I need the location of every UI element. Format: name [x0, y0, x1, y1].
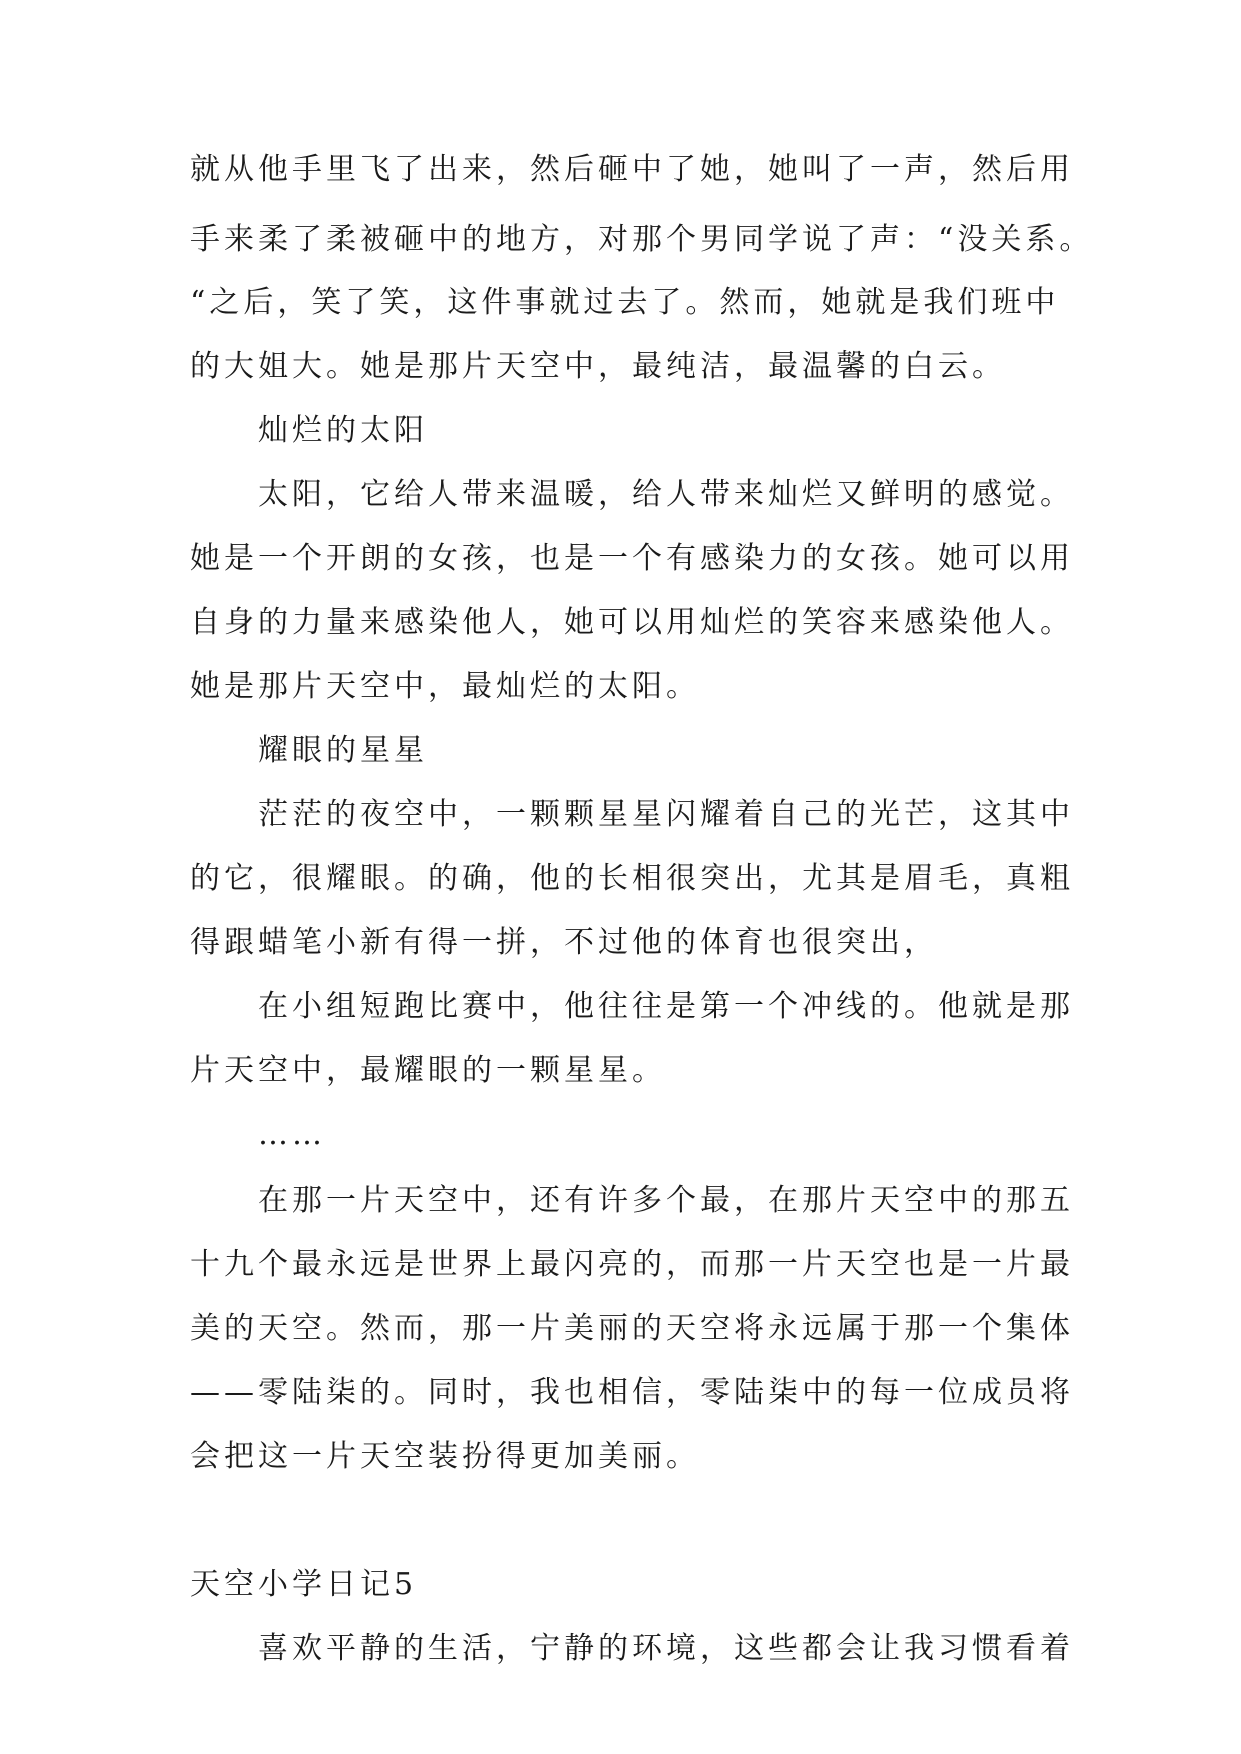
paragraph-line: “之后，笑了笑，这件事就过去了。然而，她就是我们班中	[190, 285, 1060, 320]
paragraph-line: 在小组短跑比赛中，他往往是第一个冲线的。他就是那	[258, 989, 1074, 1024]
paragraph-line: 得跟蜡笔小新有得一拼，不过他的体育也很突出，	[190, 925, 938, 960]
paragraph-line: 会把这一片天空装扮得更加美丽。	[190, 1439, 700, 1474]
paragraph-line: 她是一个开朗的女孩，也是一个有感染力的女孩。她可以用	[190, 541, 1074, 576]
paragraph-line: 在那一片天空中，还有许多个最，在那片天空中的那五	[258, 1183, 1074, 1218]
paragraph-line: 片天空中，最耀眼的一颗星星。	[190, 1053, 666, 1088]
paragraph-line: 的大姐大。她是那片天空中，最纯洁，最温馨的白云。	[190, 349, 1006, 384]
article-title: 天空小学日记5	[190, 1567, 418, 1602]
paragraph-line: 就从他手里飞了出来，然后砸中了她，她叫了一声，然后用	[190, 152, 1074, 187]
ellipsis-line: ……	[258, 1117, 326, 1152]
paragraph-line: 的它，很耀眼。的确，他的长相很突出，尤其是眉毛，真粗	[190, 861, 1074, 896]
paragraph-line: 太阳，它给人带来温暖，给人带来灿烂又鲜明的感觉。	[258, 477, 1074, 512]
paragraph-line: 茫茫的夜空中，一颗颗星星闪耀着自己的光芒，这其中	[258, 797, 1074, 832]
paragraph-line: 喜欢平静的生活，宁静的环境，这些都会让我习惯看着	[258, 1631, 1074, 1666]
paragraph-line: 十九个最永远是世界上最闪亮的，而那一片天空也是一片最	[190, 1247, 1074, 1282]
section-heading: 耀眼的星星	[258, 733, 428, 768]
paragraph-line: ——零陆柒的。同时，我也相信，零陆柒中的每一位成员将	[190, 1375, 1074, 1410]
paragraph-line: 美的天空。然而，那一片美丽的天空将永远属于那一个集体	[190, 1311, 1074, 1346]
paragraph-line: 她是那片天空中，最灿烂的太阳。	[190, 669, 700, 704]
section-heading: 灿烂的太阳	[258, 413, 428, 448]
paragraph-line: 手来柔了柔被砸中的地方，对那个男同学说了声：“没关系。	[190, 222, 1094, 257]
paragraph-line: 自身的力量来感染他人，她可以用灿烂的笑容来感染他人。	[190, 605, 1074, 640]
